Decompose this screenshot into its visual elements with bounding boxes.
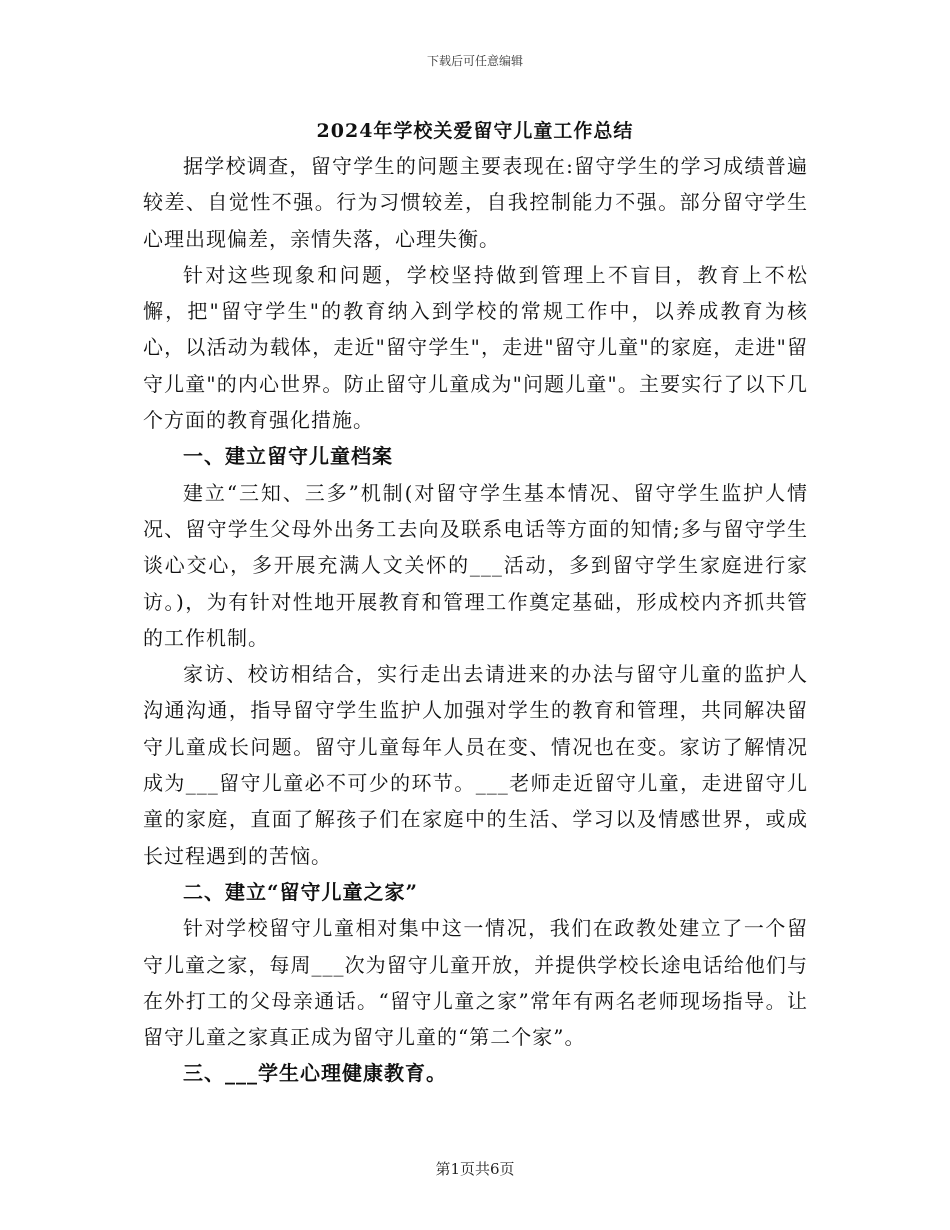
- document-title: 2024年学校关爱留守儿童工作总结: [316, 120, 634, 142]
- paragraph-1: 据学校调查，留守学生的问题主要表现在:留守学生的学习成绩普遍较差、自觉性不强。行为习惯较差，自我控制能力不强。部分留守学生心理出现偏差，亲情失落，心理失衡。: [143, 154, 808, 251]
- paragraph-4: 家访、校访相结合，实行走出去请进来的办法与留守儿童的监护人沟通沟通，指导留守学生监护人加强对学生的教育和管理，共同解决留守儿童成长问题。留守儿童每年人员在变、情况也在变。家访了解情况成为___留守儿童必不可少的环节。___老师走近留守儿童，走进留守儿童的家庭，直面了解孩子们在家庭中的生活、学习以及情感世界，或成长过程遇到的苦恼。: [143, 662, 808, 868]
- paragraph-2: 针对这些现象和问题，学校坚持做到管理上不盲目，教育上不松懈，把"留守学生"的教育纳入到学校的常规工作中，以养成教育为核心，以活动为载体，走近"留守学生"，走进"留守儿童"的家庭，走进"留守儿童"的内心世界。防止留守儿童成为"问题儿童"。主要实行了以下几个方面的教育强化措施。: [143, 262, 808, 433]
- section-heading-3: 三、___学生心理健康教育。: [183, 1061, 447, 1086]
- paragraph-5: 针对学校留守儿童相对集中这一情况，我们在政教处建立了一个留守儿童之家，每周___次为留守儿童开放，并提供学校长途电话给他们与在外打工的父母亲通话。“留守儿童之家”常年有两名老师现场指导。让留守儿童之家真正成为留守儿童的“第二个家”。: [143, 916, 808, 1050]
- header-note: 下载后可任意编辑: [426, 54, 523, 68]
- section-heading-2: 二、建立“留守儿童之家”: [183, 879, 419, 904]
- section-heading-1: 一、建立留守儿童档案: [183, 444, 393, 469]
- page-footer: 第1页共6页: [435, 1160, 515, 1178]
- document-body: [143, 148, 808, 1092]
- paragraph-3: 建立“三知、三多”机制(对留守学生基本情况、留守学生监护人情况、留守学生父母外出务工去向及联系电话等方面的知情;多与留守学生谈心交心，多开展充满人文关怀的___活动，多到留守学生家庭进行家访。)，为有针对性地开展教育和管理工作奠定基础，形成校内齐抓共管的工作机制。: [143, 480, 808, 650]
